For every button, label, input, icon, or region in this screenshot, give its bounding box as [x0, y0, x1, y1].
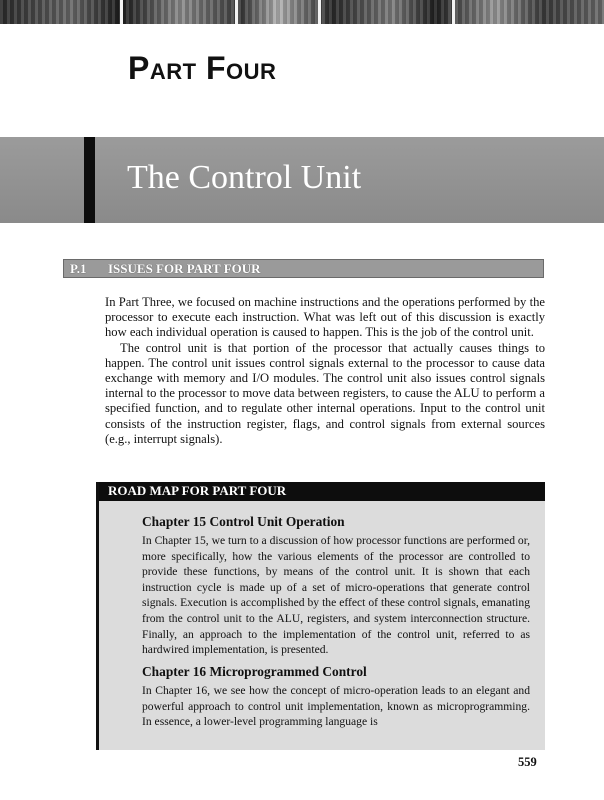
roadmap-chapter [142, 664, 530, 730]
photo-divider [452, 0, 455, 24]
section-number: P.1 [70, 261, 87, 276]
section-title: ISSUES FOR PART FOUR [108, 261, 261, 276]
photo-divider [318, 0, 321, 24]
chapter-description: In Chapter 15, we turn to a discussion of how processor functions are performed or, more specifically, how the various elements of the processor are controlled to provide these functions, by means of the control unit. It is shown that each instruction cycle is made up of a set of micro-operations that generate control signals. Execution is accomplished by the effect of these control signals, emanating from the control unit to the ALU, registers, and system interconnection structure. Finally, an approach to the implementation of the control unit, referred to as hardwired implementation, is presented. [142, 534, 530, 657]
header-photo-strip [0, 0, 604, 24]
page-number: 559 [518, 755, 537, 769]
body-paragraph: In Part Three, we focused on machine instructions and the operations performed by the processor to execute each instruction. What was left out of this discussion is exactly how each individual operation is caused to happen. This is the job of the control unit. [105, 295, 545, 340]
photo-divider [120, 0, 123, 24]
chapter-title: Chapter 16 Microprogrammed Control [142, 664, 367, 679]
part-subtitle: The Control Unit [127, 159, 362, 196]
roadmap-header [99, 482, 545, 501]
roadmap-box [96, 482, 545, 750]
roadmap-chapter [142, 514, 530, 658]
title-band-accent [84, 137, 95, 223]
roadmap-title: ROAD MAP FOR PART FOUR [108, 483, 287, 498]
part-heading: Part Four [128, 50, 277, 86]
section-body [105, 295, 545, 447]
chapter-description: In Chapter 16, we see how the concept of micro-operation leads to an elegant and powerful approach to control unit implementation, known as microprogramming. In essence, a lower-level programming language is [142, 684, 530, 729]
photo-divider [235, 0, 238, 24]
chapter-title: Chapter 15 Control Unit Operation [142, 514, 345, 529]
section-heading-bar [63, 259, 544, 278]
body-paragraph: The control unit is that portion of the processor that actually causes things to happen. The control unit issues control signals external to the processor to cause data exchange with memory and I/O modules. The control unit also issues control signals internal to the processor to move data between registers, to cause the ALU to perform a specified function, and to regulate other internal operations. Input to the control unit consists of the instruction register, flags, and control signals from external sources (e.g., interrupt signals). [105, 340, 545, 446]
